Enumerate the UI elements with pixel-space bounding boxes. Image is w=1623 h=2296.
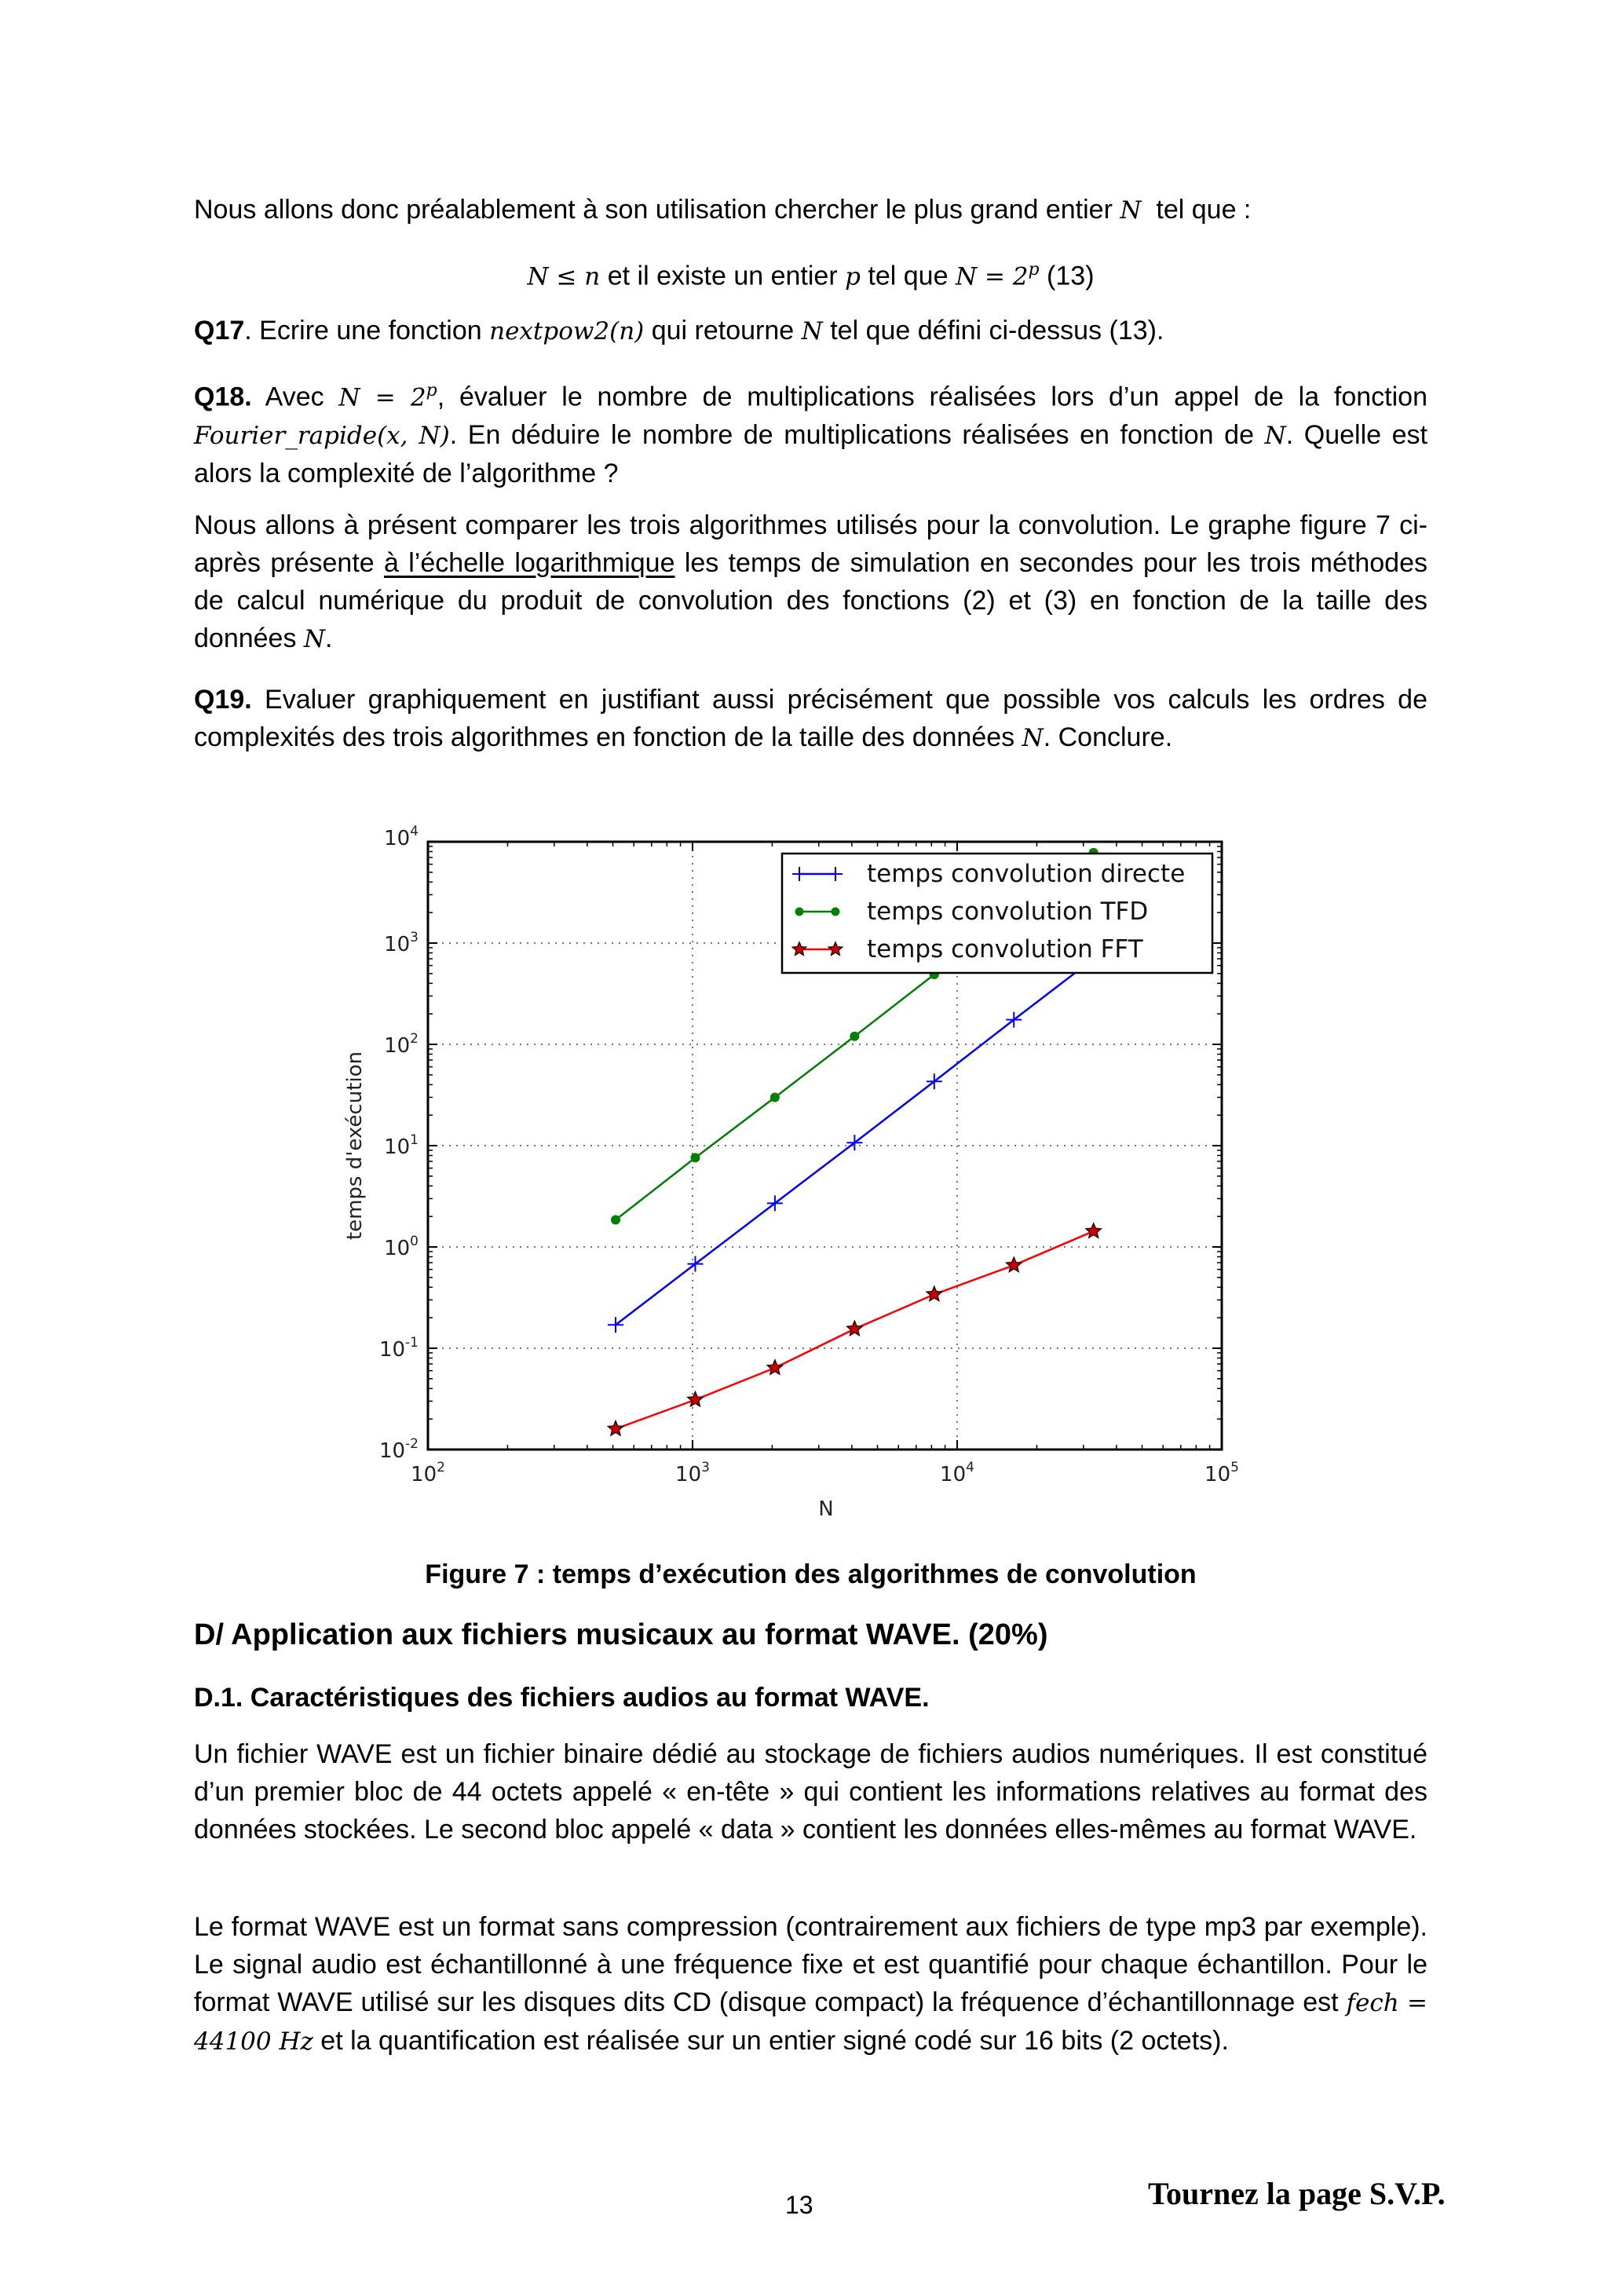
y-axis-label: temps d'exécution (343, 1051, 367, 1241)
intro-end: tel que : (1156, 195, 1252, 225)
wave-text: Le format WAVE est un format sans compression (contrairement aux fichiers de type mp3 par exemple). Le signal audio est échantillonné à une fréquence fixe et est quantifié pour chaque échantillon. Pour le format WAVE utilisé sur les disques dits CD (disque compact) la fréquence d’échantillonnage est (194, 1912, 1427, 2017)
x-axis-label: N (818, 1497, 834, 1521)
intro-text: Nous allons donc préalablement à son utilisation chercher le plus grand entier (194, 195, 1113, 225)
fech-formula: fech = 44100 Hz (194, 1989, 1428, 2056)
q18-text2: , évaluer le nombre de multiplications réalisées lors d’un appel de la fonction (437, 382, 1428, 412)
section-heading-d1: D.1. Caractéristiques des fichiers audios au format WAVE. (194, 1683, 930, 1713)
eq-lhs: N ≤ n (527, 262, 601, 291)
series-fft (609, 1223, 1102, 1435)
eq-exp: p (1028, 260, 1040, 280)
q18-label: Q18. (194, 382, 252, 412)
q17-text: . Ecrire une fonction (244, 316, 482, 345)
q17-text3: tel que défini ci-dessus (13). (830, 316, 1164, 345)
q18-text3: . En déduire le nombre de multiplications réalisées en fonction de (449, 420, 1254, 451)
dot-marker-icon (770, 1093, 779, 1102)
x-tick-label: $10^2$ (411, 1460, 445, 1486)
q18-func: Fourier_rapide(x, N) (194, 422, 450, 451)
eq-mid: et il existe un entier (607, 261, 838, 291)
q18-eq: N = 2 (338, 383, 426, 412)
section-heading-d: D/ Application aux fichiers musicaux au format WAVE. (20%) (194, 1618, 1048, 1651)
q19-text2: . Conclure. (1043, 722, 1173, 752)
q19-var: N (1022, 724, 1044, 752)
star-marker-icon (1007, 1257, 1022, 1271)
eq-p: p (845, 262, 861, 291)
q19-text: Evaluer graphiquement en justifiant aussi précisément que possible vos calculs les ordres de complexités des trois algorithmes en fonction de la taille des données (194, 685, 1427, 752)
series-directe (608, 951, 1102, 1333)
dot-marker-icon (850, 1032, 859, 1040)
wave-paragraph-2 (194, 1908, 1427, 2060)
wave-text2: et la quantification est réalisée sur un entier signé codé sur 16 bits (2 octets). (320, 2026, 1229, 2056)
eq-tel-que: tel que (868, 261, 949, 291)
y-tick-label: $10^{-2}$ (378, 1436, 419, 1463)
star-marker-icon (847, 1321, 862, 1335)
star-marker-icon (927, 1286, 941, 1300)
x-tick-label: $10^3$ (675, 1460, 710, 1486)
q18-text: Avec (265, 382, 324, 412)
dot-marker-icon (612, 1216, 620, 1224)
y-tick-label: $10^3$ (384, 930, 419, 956)
x-tick-label: $10^4$ (940, 1460, 974, 1486)
y-tick-label: $10^1$ (384, 1132, 419, 1159)
q18-exp: p (426, 381, 437, 400)
q18-text4: . (1285, 420, 1294, 451)
y-tick-label: $10^{-1}$ (378, 1335, 419, 1362)
y-tick-label: $10^2$ (384, 1031, 419, 1058)
eq-rhs: N = 2 (955, 262, 1029, 291)
star-marker-icon (1086, 1223, 1101, 1238)
q17-label: Q17 (194, 316, 245, 345)
q17-var: N (801, 317, 823, 345)
q19-label: Q19. (194, 685, 252, 715)
star-marker-icon (688, 1392, 703, 1406)
compare-text2: les temps de simulation en secondes pour les trois méthodes de calcul numérique du produit de convolution des fonctions (2) et (3) en fonction de la taille des données (194, 548, 1427, 653)
figure-caption: Figure 7 : temps d’exécution des algorithmes de convolution (425, 1559, 1197, 1589)
chart-legend (782, 854, 1212, 973)
dot-marker-icon (832, 908, 839, 916)
math-var: N (1120, 196, 1142, 225)
dot-marker-icon (795, 908, 803, 916)
y-tick-label: $10^0$ (384, 1234, 419, 1260)
legend-label: temps convolution FFT (867, 935, 1143, 963)
legend-label: temps convolution TFD (867, 898, 1149, 926)
x-tick-label: $10^5$ (1204, 1460, 1239, 1486)
star-marker-icon (609, 1421, 623, 1435)
q17-func: nextpow2(n) (489, 317, 645, 345)
turn-page-note: Tournez la page S.V.P. (1148, 2176, 1446, 2211)
q18-var: N (1264, 422, 1286, 451)
dot-marker-icon (691, 1153, 700, 1162)
y-tick-label: $10^4$ (384, 824, 419, 850)
legend-label: temps convolution directe (867, 860, 1186, 888)
underlined-text: à l’échelle logarithmique (384, 548, 675, 578)
compare-text: Nous allons à présent comparer les trois algorithmes utilisés pour la convolution. Le graphe figure 7 ci-après présente (194, 510, 1427, 578)
compare-text3: . (325, 623, 333, 653)
wave-paragraph-1: Un fichier WAVE est un fichier binaire dédié au stockage de fichiers audios numériques. Il est constitué d’un premier bloc de 44 octets appelé « en-tête » qui contient les informations relatives au format des données stockées. Le second bloc appelé « data » contient les données elles-mêmes au format WAVE. (194, 1739, 1427, 1844)
eq-number: (13) (1047, 261, 1095, 291)
compare-var: N (303, 625, 326, 653)
star-marker-icon (767, 1360, 782, 1374)
q17-text2: qui retourne (651, 316, 795, 345)
q18-text5: Quelle est alors la complexité de l’algorithme ? (194, 420, 1427, 489)
page-number: 13 (785, 2191, 813, 2219)
